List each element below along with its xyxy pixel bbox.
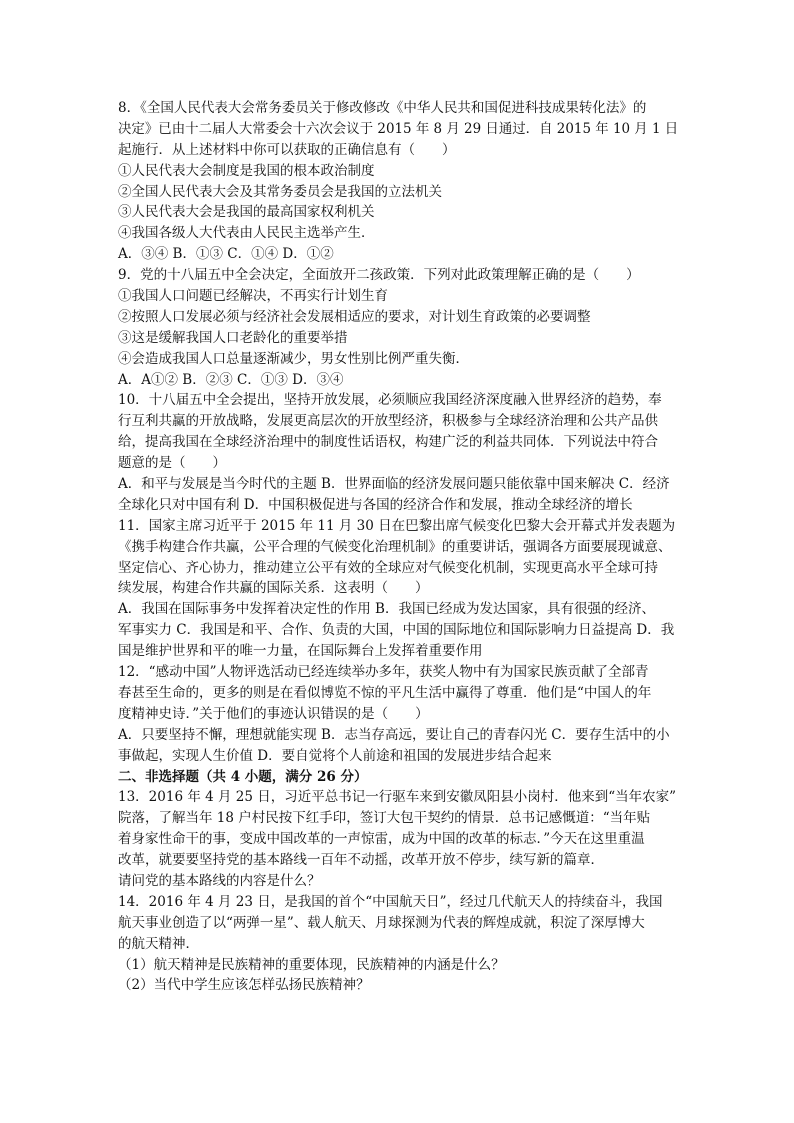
q12-options-2: 事做起，实现人生价值 D．要自觉将个人前途和祖国的发展进步结合起来: [118, 747, 552, 764]
q8-statement-1: ①人民代表大会制度是我国的根本政治制度: [118, 162, 375, 179]
q9-statement-2: ②按照人口发展必须与经济社会发展相适应的要求，对计划生育政策的必要调整: [118, 308, 591, 325]
q14-line-1: 14．2016 年 4 月 23 日，是我国的首个“中国航天日”，经过几代航天人的持续奋斗，我国: [118, 893, 663, 910]
section-heading: 二、非选择题（共 4 小题，满分 26 分）: [118, 768, 368, 785]
q10-options-1: A．和平与发展是当今时代的主题 B．世界面临的经济发展问题只能依靠中国来解决 C．经济: [118, 476, 670, 493]
q9-statement-4: ④会造成我国人口总量逐渐减少，男女性别比例严重失衡．: [118, 350, 469, 367]
q11-options-3: 国是维护世界和平的唯一力量，在国际舞台上发挥着重要作用: [118, 643, 483, 660]
q11-line-3: 坚定信心、齐心协力，推动建立公平有效的全球应对气候变化机制，实现更高水平全球可持: [118, 559, 658, 576]
q13-line-4: 改革，就要要坚持党的基本路线一百年不动摇，改革开放不停步，续写新的篇章．: [118, 852, 604, 869]
q11-line-1: 11．国家主席习近平于 2015 年 11 月 30 日在巴黎出席气候变化巴黎大会开幕式并发表题为: [118, 517, 676, 534]
q14-sub-question-1: （1）航天精神是民族精神的重要体现，民族精神的内涵是什么？: [118, 956, 505, 973]
q10-options-2: 全球化只对中国有利 D．中国积极促进与各国的经济合作和发展，推动全球经济的增长: [118, 496, 633, 513]
q14-sub-question-2: （2）当代中学生应该怎样弘扬民族精神？: [118, 977, 370, 994]
q11-line-4: 续发展，构建合作共赢的国际关系．这表明（ ）: [118, 580, 429, 597]
q9-stem: 9．党的十八届五中全会决定，全面放开二孩政策．下列对此政策理解正确的是（ ）: [118, 267, 640, 284]
q8-line-2: 决定》已由十二届人大常委会十六次会议于 2015 年 8 月 29 日通过．自 2015 年 10 月 1 日: [118, 120, 679, 137]
q13-line-3: 着身家性命干的事，变成中国改革的一声惊雷，成为中国的改革的标志．”今天在这里重温: [118, 831, 645, 848]
q13-line-2: 院落，了解当年 18 户村民按下红手印，签订大包干契约的情景．总书记感慨道：“当年贴: [118, 810, 651, 827]
q8-options: A．③④ B．①③ C．①④ D．①②: [118, 246, 334, 263]
q8-line-1: 8．《全国人民代表大会常务委员关于修改修改《中华人民共和国促进科技成果转化法》的: [118, 100, 647, 116]
q9-statement-3: ③这是缓解我国人口老龄化的重要举措: [118, 329, 348, 346]
q12-line-3: 度精神史诗．”关于他们的事迹认识错误的是（ ）: [118, 705, 429, 722]
q10-line-1: 10．十八届五中全会提出，坚持开放发展，必须顺应我国经济深度融入世界经济的趋势，奉: [118, 392, 662, 409]
q11-line-2: 《携手构建合作共赢，公平合理的气候变化治理机制》的重要讲话，强调各方面要展现诚意、: [118, 538, 672, 555]
q11-options-2: 军事实力 C．我国是和平、合作、负责的大国，中国的国际地位和国际影响力日益提高 D．我: [118, 622, 675, 639]
q14-line-2: 航天事业创造了以“两弹一星”、载人航天、月球探测为代表的辉煌成就，积淀了深厚博大: [118, 914, 645, 931]
q8-statement-2: ②全国人民代表大会及其常务委员会是我国的立法机关: [118, 183, 442, 200]
q11-options-1: A．我国在国际事务中发挥着决定性的作用 B．我国已经成为发达国家，具有很强的经济、: [118, 601, 655, 618]
q12-line-1: 12．“感动中国”人物评选活动已经连续举办多年，获奖人物中有为国家民族贡献了全部青: [118, 664, 649, 681]
q9-statement-1: ①我国人口问题已经解决，不再实行计划生育: [118, 288, 388, 305]
q13-question: 请问党的基本路线的内容是什么？: [118, 872, 321, 889]
document-page: [118, 98, 678, 996]
q14-line-3: 的航天精神．: [118, 935, 199, 952]
q12-line-2: 春甚至生命的，更多的则是在看似博览不惊的平凡生活中赢得了尊重．他们是“中国人的年: [118, 684, 652, 701]
q13-line-1: 13．2016 年 4 月 25 日，习近平总书记一行驱车来到安徽凤阳县小岗村．他来到“当年农家”: [118, 789, 677, 806]
q10-line-3: 给，提高我国在全球经济治理中的制度性话语权，构建广泛的利益共同体．下列说法中符合: [118, 434, 658, 451]
q10-line-2: 行互利共赢的开放战略，发展更高层次的开放型经济，积极参与全球经济治理和公共产品供: [118, 413, 658, 430]
q9-options: A．A①② B．②③ C．①③ D．③④: [118, 371, 344, 388]
q12-options-1: A．只要坚持不懈，理想就能实现 B．志当存高远，要让自己的青春闪光 C．要存生活中的小: [118, 726, 670, 743]
q8-line-3: 起施行．从上述材料中你可以获取的正确信息有（ ）: [118, 141, 456, 158]
q8-statement-3: ③人民代表大会是我国的最高国家权利机关: [118, 204, 375, 221]
q8-statement-4: ④我国各级人大代表由人民民主选举产生．: [118, 225, 375, 242]
q10-line-4: 题意的是（ ）: [118, 455, 226, 472]
